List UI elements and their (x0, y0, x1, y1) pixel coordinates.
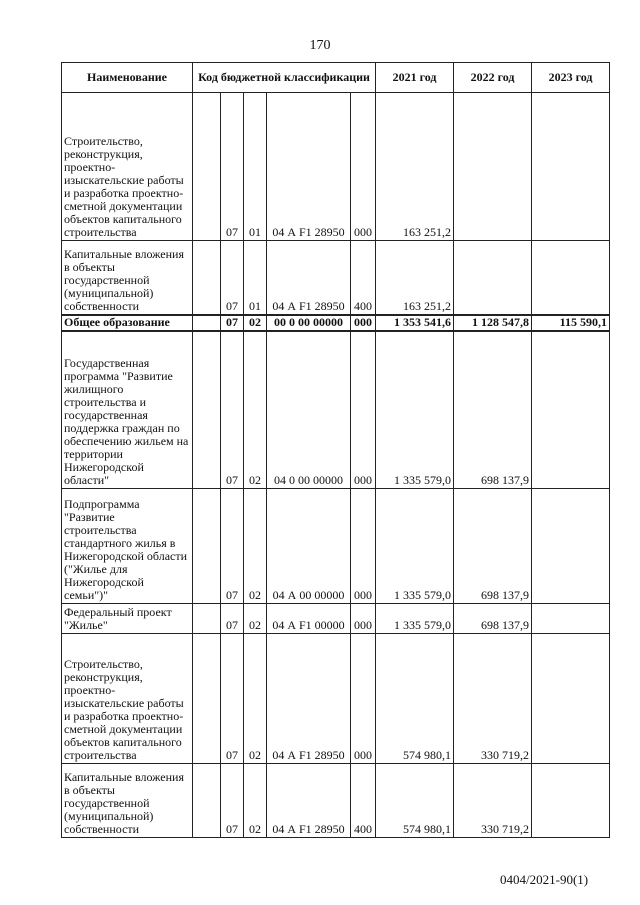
table-row (62, 315, 610, 331)
row-type: 400 (351, 764, 376, 838)
row-2022 (454, 241, 532, 315)
table-row (62, 604, 610, 634)
row-2021: 1 335 579,0 (376, 604, 454, 634)
row-subsection: 02 (244, 634, 267, 764)
row-type: 000 (351, 634, 376, 764)
row-name: Строительство, реконструкция, проектно-изыскательские работы и разработка проектно-сметной документации объектов капитального строительства (62, 93, 193, 241)
table-header-row (62, 63, 610, 93)
budget-table (61, 62, 610, 838)
row-target: 04 А F1 28950 (267, 634, 351, 764)
page-number: 170 (309, 38, 331, 53)
row-subsection: 01 (244, 241, 267, 315)
row-type: 000 (351, 331, 376, 489)
row-type: 000 (351, 489, 376, 604)
row-2022: 698 137,9 (454, 604, 532, 634)
row-2022: 330 719,2 (454, 764, 532, 838)
header-2021: 2021 год (376, 63, 454, 93)
row-2023 (532, 93, 610, 241)
row-2023 (532, 331, 610, 489)
row-target: 04 А F1 28950 (267, 93, 351, 241)
table-row (62, 331, 610, 489)
row-name: Государственная программа "Развитие жилищного строительства и государственная поддержка граждан по обеспечению жильем на территории Нижегородской области" (62, 331, 193, 489)
row-empty-cell (193, 634, 221, 764)
row-subsection: 02 (244, 489, 267, 604)
row-2023 (532, 764, 610, 838)
row-name: Строительство, реконструкция, проектно-изыскательские работы и разработка проектно-сметной документации объектов капитального строительства (62, 634, 193, 764)
row-empty-cell (193, 331, 221, 489)
row-empty-cell (193, 764, 221, 838)
row-2021: 163 251,2 (376, 93, 454, 241)
row-section: 07 (221, 315, 244, 331)
row-section: 07 (221, 489, 244, 604)
row-empty-cell (193, 93, 221, 241)
row-name: Федеральный проект "Жилье" (62, 604, 193, 634)
row-section: 07 (221, 241, 244, 315)
row-target: 04 0 00 00000 (267, 331, 351, 489)
row-section: 07 (221, 93, 244, 241)
row-target: 00 0 00 00000 (267, 315, 351, 331)
row-2022: 698 137,9 (454, 489, 532, 604)
row-2023 (532, 241, 610, 315)
row-target: 04 А F1 28950 (267, 241, 351, 315)
row-type: 000 (351, 315, 376, 331)
table-row (62, 489, 610, 604)
row-name: Капитальные вложения в объекты государственной (муниципальной) собственности (62, 241, 193, 315)
row-2023 (532, 489, 610, 604)
row-2021: 163 251,2 (376, 241, 454, 315)
row-section: 07 (221, 331, 244, 489)
row-section: 07 (221, 764, 244, 838)
row-name: Капитальные вложения в объекты государственной (муниципальной) собственности (62, 764, 193, 838)
row-empty-cell (193, 315, 221, 331)
row-empty-cell (193, 489, 221, 604)
row-2021: 1 353 541,6 (376, 315, 454, 331)
header-2023: 2023 год (532, 63, 610, 93)
table-row (62, 764, 610, 838)
row-2022: 698 137,9 (454, 331, 532, 489)
row-2022 (454, 93, 532, 241)
row-empty-cell (193, 604, 221, 634)
row-2021: 1 335 579,0 (376, 489, 454, 604)
header-code: Код бюджетной классификации (193, 63, 376, 93)
row-name: Общее образование (62, 315, 193, 331)
row-section: 07 (221, 634, 244, 764)
row-empty-cell (193, 241, 221, 315)
table-row (62, 634, 610, 764)
row-2022: 1 128 547,8 (454, 315, 532, 331)
row-2022: 330 719,2 (454, 634, 532, 764)
row-type: 400 (351, 241, 376, 315)
header-name: Наименование (62, 63, 193, 93)
row-2021: 574 980,1 (376, 634, 454, 764)
header-2022: 2022 год (454, 63, 532, 93)
row-2023 (532, 634, 610, 764)
row-target: 04 А 00 00000 (267, 489, 351, 604)
row-name: Подпрограмма "Развитие строительства стандартного жилья в Нижегородской области ("Жилье для Нижегородской семьи")" (62, 489, 193, 604)
row-2023 (532, 604, 610, 634)
row-type: 000 (351, 604, 376, 634)
row-subsection: 01 (244, 93, 267, 241)
document-code: 0404/2021-90(1) (500, 872, 589, 887)
row-subsection: 02 (244, 315, 267, 331)
row-target: 04 А F1 00000 (267, 604, 351, 634)
row-subsection: 02 (244, 604, 267, 634)
table-row (62, 241, 610, 315)
table-row (62, 93, 610, 241)
row-section: 07 (221, 604, 244, 634)
row-2021: 574 980,1 (376, 764, 454, 838)
row-type: 000 (351, 93, 376, 241)
row-2021: 1 335 579,0 (376, 331, 454, 489)
row-target: 04 А F1 28950 (267, 764, 351, 838)
row-subsection: 02 (244, 331, 267, 489)
row-subsection: 02 (244, 764, 267, 838)
row-2023: 115 590,1 (532, 315, 610, 331)
